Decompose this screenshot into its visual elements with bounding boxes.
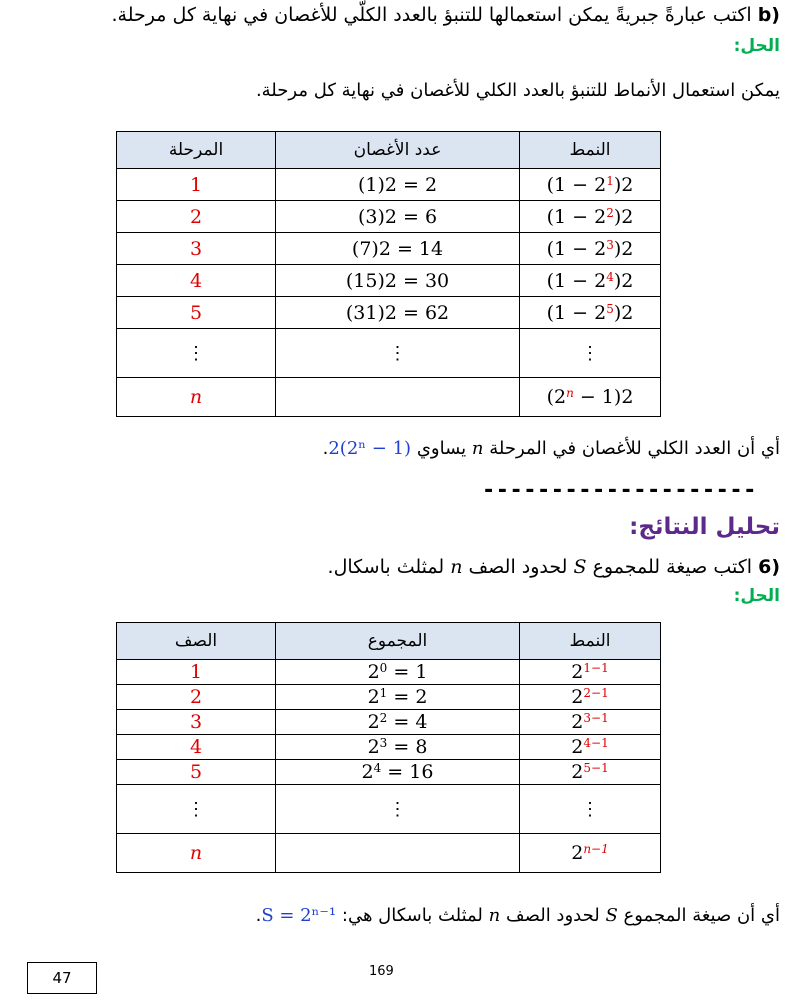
header-sum: المجموع: [276, 623, 520, 660]
branches-table: [116, 131, 661, 417]
stage-cell: 2: [117, 201, 276, 233]
sum-cell: $8 = 2^3$: [276, 735, 520, 760]
question-number: 6): [758, 556, 780, 578]
dots-cell: ⋮: [117, 329, 276, 378]
solution-label-b: الحل:: [733, 36, 780, 56]
conclusion-text: يساوي: [416, 438, 467, 459]
header-row: الصف: [117, 623, 276, 660]
pascal-sum-table: [116, 622, 661, 873]
table-row: [117, 685, 661, 710]
section-heading: تحليل النتائج:: [629, 514, 780, 540]
sum-cell: $1 = 2^0$: [276, 660, 520, 685]
pattern-cell: $2^{n-1}$: [520, 834, 661, 873]
sum-cell: $2 = 2^1$: [276, 685, 520, 710]
conclusion-text: أي أن العدد الكلي للأغصان في المرحلة: [489, 438, 780, 459]
row-cell: n: [117, 834, 276, 873]
table-row-dots: [117, 329, 661, 378]
count-cell: 6 = 2(3): [276, 201, 520, 233]
dots-cell: ⋮: [117, 785, 276, 834]
solution-label-6: الحل:: [733, 586, 780, 606]
count-cell: 62 = 2(31): [276, 297, 520, 329]
pattern-cell: $2(2^n - 1)$: [520, 378, 661, 417]
header-pattern: النمط: [520, 132, 661, 169]
dots-cell: ⋮: [276, 329, 520, 378]
pattern-cell: $2(2^2 - 1)$: [520, 201, 661, 233]
variable-n: n: [471, 438, 484, 459]
table-row: [117, 265, 661, 297]
row-cell: 4: [117, 735, 276, 760]
table-row: [117, 735, 661, 760]
dots-cell: ⋮: [520, 329, 661, 378]
table-row: [117, 233, 661, 265]
pattern-cell: $2(2^3 - 1)$: [520, 233, 661, 265]
pattern-cell: $2^{4-1}$: [520, 735, 661, 760]
variable-s: S: [573, 556, 587, 578]
variable-n: n: [450, 556, 463, 578]
stage-cell: 4: [117, 265, 276, 297]
question-b: [20, 4, 780, 26]
row-cell: 3: [117, 710, 276, 735]
pattern-cell: $2^{5-1}$: [520, 760, 661, 785]
table-header-row: [117, 132, 661, 169]
pattern-cell: $2^{3-1}$: [520, 710, 661, 735]
count-cell: 30 = 2(15): [276, 265, 520, 297]
pattern-cell: $2(2^1 - 1)$: [520, 169, 661, 201]
sum-cell: $4 = 2^2$: [276, 710, 520, 735]
table-row-general: [117, 834, 661, 873]
pattern-cell: $2(2^5 - 1)$: [520, 297, 661, 329]
table-row: [117, 201, 661, 233]
stage-cell: 1: [117, 169, 276, 201]
dots-cell: ⋮: [276, 785, 520, 834]
table-header-row: [117, 623, 661, 660]
count-cell: 14 = 2(7): [276, 233, 520, 265]
header-count: عدد الأغصان: [276, 132, 520, 169]
question-6: 6) اكتب صيغة للمجموع S لحدود الصف n لمثلث باسكال.: [327, 556, 780, 578]
stage-cell: n: [117, 378, 276, 417]
pattern-cell: $2^{1-1}$: [520, 660, 661, 685]
table-row: [117, 169, 661, 201]
question-marker: b): [757, 4, 780, 26]
conclusion-2: أي أن صيغة المجموع S لحدود الصف n لمثلث باسكال هي: S = 2ⁿ⁻¹.: [255, 905, 780, 926]
table-row-general: [117, 378, 661, 417]
page-number: 169: [369, 964, 394, 979]
pattern-cell: $2(2^4 - 1)$: [520, 265, 661, 297]
sum-cell: $16 = 2^4$: [276, 760, 520, 785]
variable-n: n: [488, 905, 501, 926]
table-row: [117, 660, 661, 685]
pattern-cell: $2^{2-1}$: [520, 685, 661, 710]
variable-s: S: [605, 905, 618, 926]
page-box: 47: [27, 962, 97, 994]
dots-cell: ⋮: [520, 785, 661, 834]
row-cell: 5: [117, 760, 276, 785]
solution-intro: يمكن استعمال الأنماط للتنبؤ بالعدد الكلي للأغصان في نهاية كل مرحلة.: [255, 80, 780, 101]
row-cell: 1: [117, 660, 276, 685]
stage-cell: 3: [117, 233, 276, 265]
sum-formula: S = 2ⁿ⁻¹: [261, 905, 337, 926]
count-cell: [276, 378, 520, 417]
count-cell: 2 = 2(1): [276, 169, 520, 201]
question-text: اكتب عبارةً جبريةً يمكن استعمالها للتنبؤ بالعدد الكلّي للأغصان في نهاية كل مرحلة.: [111, 4, 752, 26]
table-row: [117, 710, 661, 735]
row-cell: 2: [117, 685, 276, 710]
table-row: [117, 760, 661, 785]
separator: --------------------: [482, 478, 757, 503]
header-pattern: النمط: [520, 623, 661, 660]
header-stage: المرحلة: [117, 132, 276, 169]
branches-formula: 2(2ⁿ − 1): [328, 438, 412, 459]
table-row: [117, 297, 661, 329]
sum-cell: [276, 834, 520, 873]
table-row-dots: [117, 785, 661, 834]
conclusion-1: أي أن العدد الكلي للأغصان في المرحلة n يساوي 2(2ⁿ − 1).: [322, 438, 780, 459]
stage-cell: 5: [117, 297, 276, 329]
